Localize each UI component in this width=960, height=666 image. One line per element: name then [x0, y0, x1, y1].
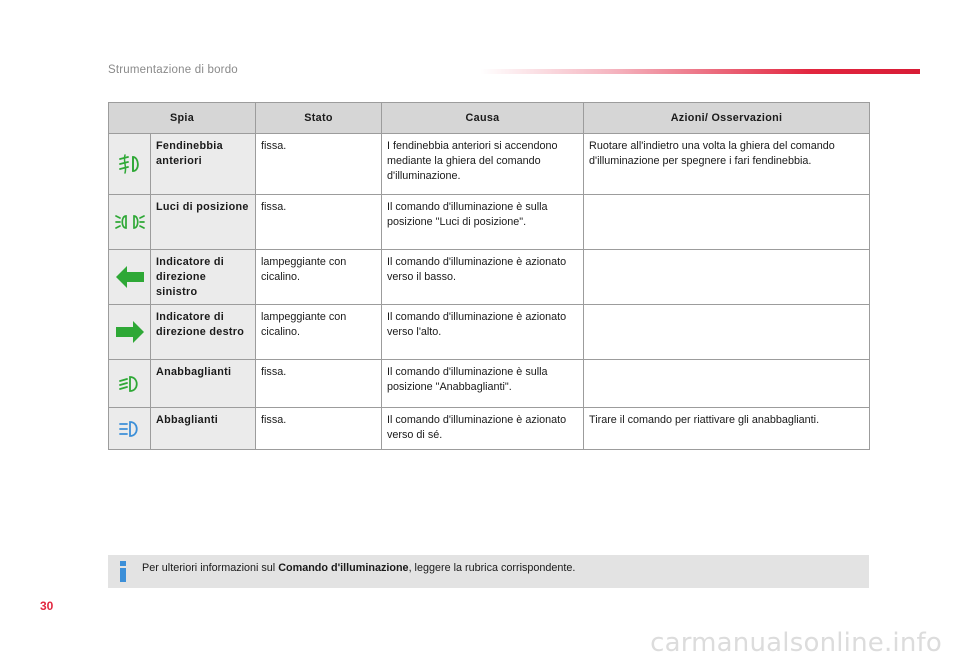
light-name: Fendinebbia anteriori: [151, 134, 256, 195]
light-name: Luci di posizione: [151, 195, 256, 250]
info-icon: [118, 561, 128, 582]
light-name: Abbaglianti: [151, 408, 256, 450]
light-status: fissa.: [256, 360, 382, 408]
light-action: [584, 360, 870, 408]
watermark: carmanualsonline.info: [650, 628, 942, 658]
table-row: [109, 134, 870, 195]
light-status: fissa.: [256, 408, 382, 450]
info-suffix: , leggere la rubrica corrispondente.: [408, 562, 576, 574]
light-status: lampeggiante con cicalino.: [256, 250, 382, 305]
dipped-beam-icon: [118, 375, 142, 393]
info-prefix: Per ulteriori informazioni sul: [142, 562, 279, 574]
table-row: [109, 195, 870, 250]
light-status: fissa.: [256, 134, 382, 195]
info-link-reference: Comando d'illuminazione: [278, 562, 409, 574]
light-action: [584, 195, 870, 250]
light-cause: Il comando d'illuminazione è azionato verso di sé.: [382, 408, 584, 450]
light-action: [584, 305, 870, 360]
page-number: 30: [40, 599, 54, 613]
position-lights-icon: [115, 213, 145, 231]
light-action: Ruotare all'indietro una volta la ghiera del comando d'illuminazione per spegnere i fari fendinebbia.: [584, 134, 870, 195]
column-header-azioni: Azioni/ Osservazioni: [584, 103, 870, 134]
table-row: [109, 250, 870, 305]
right-indicator-icon: [116, 321, 144, 343]
light-cause: Il comando d'illuminazione è sulla posizione "Anabbaglianti".: [382, 360, 584, 408]
light-name: Indicatore di direzione sinistro: [151, 250, 256, 305]
light-status: fissa.: [256, 195, 382, 250]
table-row: [109, 360, 870, 408]
header-accent-rule: [480, 69, 920, 74]
light-cause: I fendinebbia anteriori si accendono mediante la ghiera del comando d'illuminazione.: [382, 134, 584, 195]
column-header-spia: Spia: [109, 103, 256, 134]
warning-lights-table: [108, 102, 870, 450]
front-fog-light-icon: [117, 154, 143, 174]
light-name: Anabbaglianti: [151, 360, 256, 408]
light-action: [584, 250, 870, 305]
light-cause: Il comando d'illuminazione è azionato verso l'alto.: [382, 305, 584, 360]
info-text: [142, 562, 575, 574]
left-indicator-icon: [116, 266, 144, 288]
column-header-causa: Causa: [382, 103, 584, 134]
info-note: [108, 555, 869, 588]
table-row: [109, 305, 870, 360]
light-cause: Il comando d'illuminazione è azionato verso il basso.: [382, 250, 584, 305]
main-beam-icon: [118, 420, 142, 438]
light-cause: Il comando d'illuminazione è sulla posizione "Luci di posizione".: [382, 195, 584, 250]
section-title: Strumentazione di bordo: [108, 64, 238, 76]
light-action: Tirare il comando per riattivare gli anabbaglianti.: [584, 408, 870, 450]
light-name: Indicatore di direzione destro: [151, 305, 256, 360]
light-status: lampeggiante con cicalino.: [256, 305, 382, 360]
table-header-row: [109, 103, 870, 134]
table-row: [109, 408, 870, 450]
column-header-stato: Stato: [256, 103, 382, 134]
